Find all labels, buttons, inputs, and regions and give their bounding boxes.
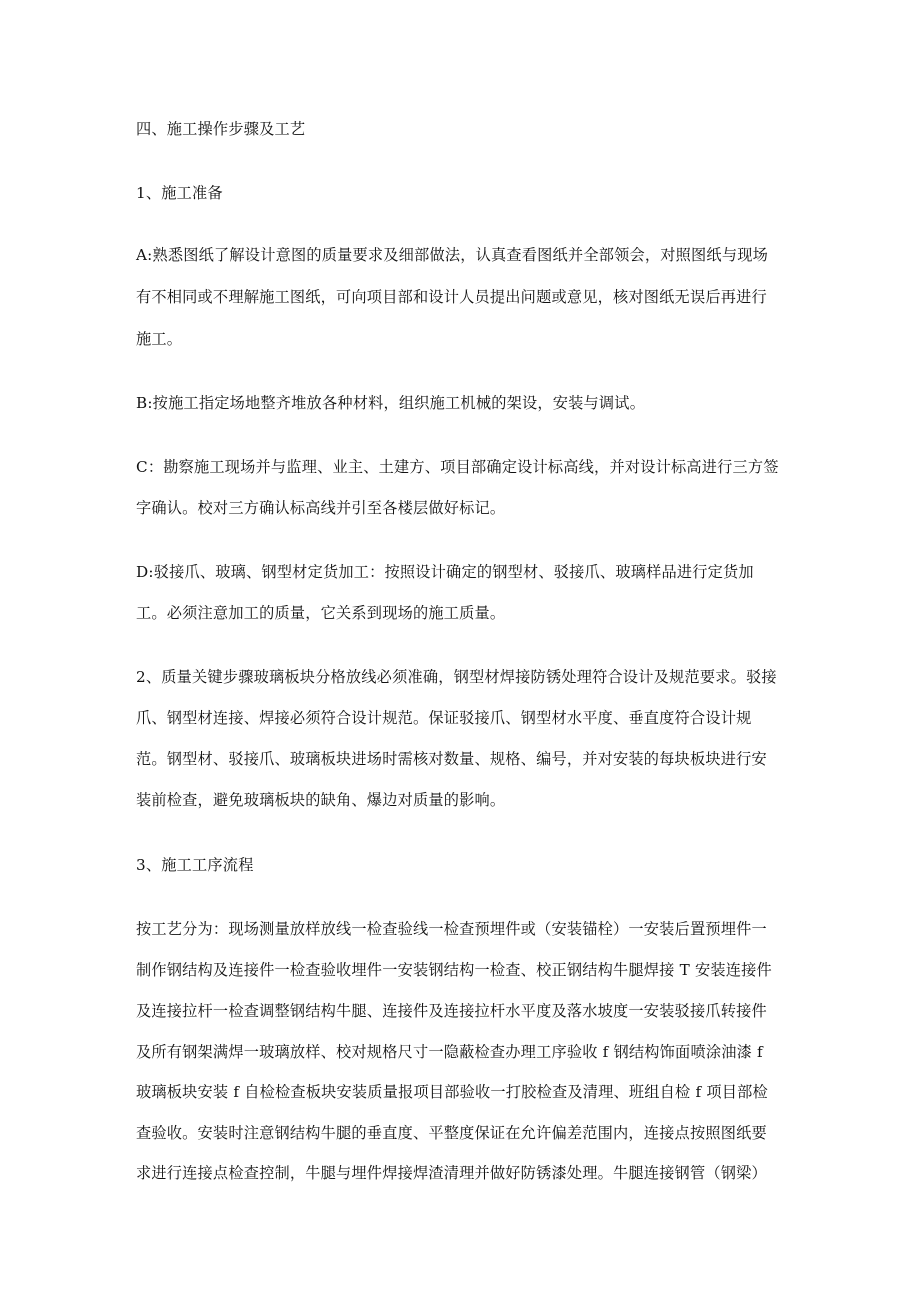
item-d-line-2: 工。必须注意加工的质量，它关系到现场的施工质量。 xyxy=(136,604,506,622)
section2-line-3: 范。钢型材、驳接爪、玻璃板块进场时需核对数量、规格、编号，并对安装的每块板块进行安 xyxy=(136,750,767,768)
section3-line-6: 查验收。安装时注意钢结构牛腿的垂直度、平整度保证在允许偏差范围内，连接点按照图纸要 xyxy=(136,1124,767,1142)
item-d-line-1: D:驳接爪、玻璃、钢型材定货加工：按照设计确定的钢型材、驳接爪、玻璃样品进行定货加 xyxy=(136,563,754,581)
item-a-line-3: 施工。 xyxy=(136,330,183,348)
section3-line-1: 按工艺分为：现场测量放样放线一检查验线一检查预埋件或（安装锚栓）一安装后置预埋件一 xyxy=(136,920,767,938)
section3-title: 3、施工工序流程 xyxy=(136,856,254,874)
section-heading: 四、施工操作步骤及工艺 xyxy=(136,120,306,138)
section3-line-7: 求进行连接点检查控制，牛腿与埋件焊接焊渣清理并做好防锈漆处理。牛腿连接钢管（钢梁） xyxy=(136,1164,767,1182)
section2-line-4: 装前检查，避免玻璃板块的缺角、爆边对质量的影响。 xyxy=(136,791,506,809)
section1-title: 1、施工准备 xyxy=(136,184,223,202)
section3-line-2: 制作钢结构及连接件一检查验收埋件一安装钢结构一检查、校正钢结构牛腿焊接 T 安装连接件 xyxy=(136,961,772,979)
item-a-line-1: A:熟悉图纸了解设计意图的质量要求及细部做法，认真查看图纸并全部领会，对照图纸与现场 xyxy=(136,246,768,264)
section3-line-4: 及所有钢架满焊一玻璃放样、校对规格尺寸一隐蔽检查办理工序验收 f 钢结构饰面喷涂油漆 f xyxy=(136,1043,763,1061)
item-c-line-1: C：勘察施工现场并与监理、业主、土建方、项目部确定设计标高线，并对设计标高进行三方签 xyxy=(136,458,779,476)
section2-line-1: 2、质量关键步骤玻璃板块分格放线必须准确，钢型材焊接防锈处理符合设计及规范要求。驳接 xyxy=(136,668,777,686)
item-a-line-2: 有不相同或不理解施工图纸，可向项目部和设计人员提出问题或意见，核对图纸无误后再进行 xyxy=(136,288,767,306)
section3-line-3: 及连接拉杆一检查调整钢结构牛腿、连接件及连接拉杆水平度及落水坡度一安装驳接爪转接件 xyxy=(136,1002,767,1020)
item-c-line-2: 字确认。校对三方确认标高线并引至各楼层做好标记。 xyxy=(136,499,506,517)
section3-line-5: 玻璃板块安装 f 自检检查板块安装质量报项目部验收一打胶检查及清理、班组自检 f 项目部检 xyxy=(136,1083,768,1101)
section2-line-2: 爪、钢型材连接、焊接必须符合设计规范。保证驳接爪、钢型材水平度、垂直度符合设计规 xyxy=(136,709,752,727)
item-b-line-1: B:按施工指定场地整齐堆放各种材料，组织施工机械的架设，安装与调试。 xyxy=(136,394,646,412)
